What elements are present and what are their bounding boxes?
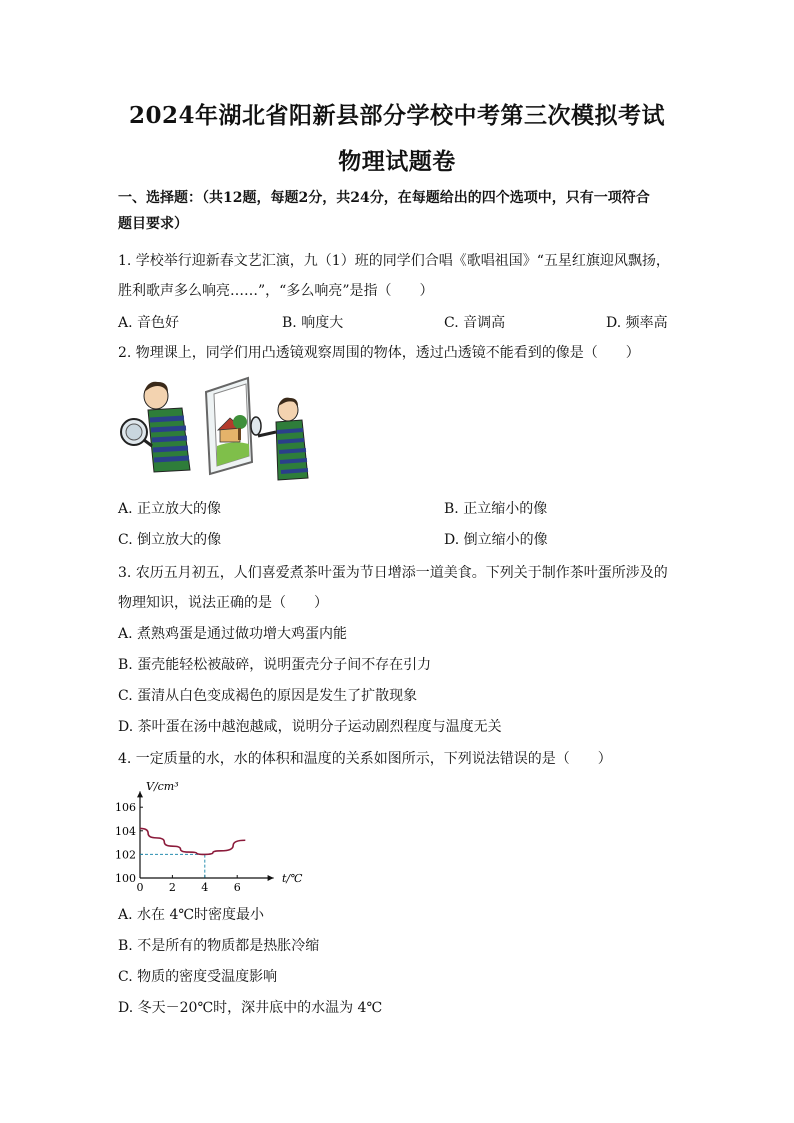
x-axis-label: t/℃ bbox=[282, 872, 303, 885]
question-3-stem: 3. 农历五月初五，人们喜爱煮茶叶蛋为节日增添一道美食。下列关于制作茶叶蛋所涉及的 bbox=[118, 565, 668, 581]
question-2-option-d: D. 倒立缩小的像 bbox=[444, 532, 548, 548]
boy-near-window-figure bbox=[251, 398, 308, 480]
y-tick-label: 106 bbox=[115, 801, 136, 815]
question-2-option-a: A. 正立放大的像 bbox=[118, 501, 222, 517]
question-3-option-b: B. 蛋壳能轻松被敲碎，说明蛋壳分子间不存在引力 bbox=[118, 657, 432, 673]
question-3-stem-cont: 物理知识，说法正确的是（ ） bbox=[118, 595, 328, 611]
question-4-stem: 4. 一定质量的水，水的体积和温度的关系如图所示，下列说法错误的是（ ） bbox=[118, 751, 612, 767]
question-1-option-c: C. 音调高 bbox=[444, 315, 506, 331]
x-tick-label: 2 bbox=[168, 881, 176, 894]
guide-dashed-line bbox=[140, 854, 205, 878]
question-4-option-a: A. 水在 4℃时密度最小 bbox=[118, 907, 265, 923]
volume-curve bbox=[140, 828, 245, 854]
y-tick-label: 104 bbox=[115, 824, 136, 838]
question-3-option-d: D. 茶叶蛋在汤中越泡越咸，说明分子运动剧烈程度与温度无关 bbox=[118, 719, 502, 735]
window-frame bbox=[206, 378, 252, 474]
boy-with-magnifier-figure bbox=[121, 382, 190, 472]
section-heading-cont: 题目要求） bbox=[118, 216, 188, 232]
question-4-option-b: B. 不是所有的物质都是热胀冷缩 bbox=[118, 938, 320, 954]
question-3-option-a: A. 煮熟鸡蛋是通过做功增大鸡蛋内能 bbox=[118, 626, 348, 642]
question-1-stem: 1. 学校举行迎新春文艺汇演，九（1）班的同学们合唱《歌唱祖国》“五星红旗迎风飘扬， bbox=[118, 253, 670, 269]
question-1-stem-cont: 胜利歌声多么响亮……”，“多么响亮”是指（ ） bbox=[118, 283, 434, 299]
x-tick-label: 6 bbox=[233, 881, 241, 894]
x-tick-label: 4 bbox=[201, 881, 209, 894]
question-2-illustration bbox=[118, 374, 314, 482]
exam-title-line1: 2024年湖北省阳新县部分学校中考第三次模拟考试 bbox=[128, 102, 665, 129]
volume-temperature-chart bbox=[112, 776, 312, 898]
question-1-option-d: D. 频率高 bbox=[606, 315, 668, 331]
x-axis-arrow bbox=[268, 875, 274, 881]
question-2-option-c: C. 倒立放大的像 bbox=[118, 532, 222, 548]
question-4-option-d: D. 冬天－20℃时，深井底中的水温为 4℃ bbox=[118, 1000, 383, 1016]
exam-title-line2: 物理试题卷 bbox=[338, 148, 456, 175]
y-axis-arrow bbox=[137, 791, 143, 797]
y-axis-label: V/cm³ bbox=[146, 780, 179, 793]
question-3-option-c: C. 蛋清从白色变成褐色的原因是发生了扩散现象 bbox=[118, 688, 418, 704]
y-tick-label: 100 bbox=[115, 872, 136, 885]
question-4-option-c: C. 物质的密度受温度影响 bbox=[118, 969, 278, 985]
question-2-stem: 2. 物理课上，同学们用凸透镜观察周围的物体，透过凸透镜不能看到的像是（ ） bbox=[118, 345, 640, 361]
question-1-option-b: B. 响度大 bbox=[282, 315, 344, 331]
x-tick-label: 0 bbox=[136, 881, 144, 894]
section-heading: 一、选择题：（共12题，每题2分，共24分，在每题给出的四个选项中，只有一项符合 bbox=[118, 190, 650, 206]
y-tick-label: 102 bbox=[115, 848, 136, 862]
question-1-option-a: A. 音色好 bbox=[118, 315, 180, 331]
question-2-option-b: B. 正立缩小的像 bbox=[444, 501, 548, 517]
